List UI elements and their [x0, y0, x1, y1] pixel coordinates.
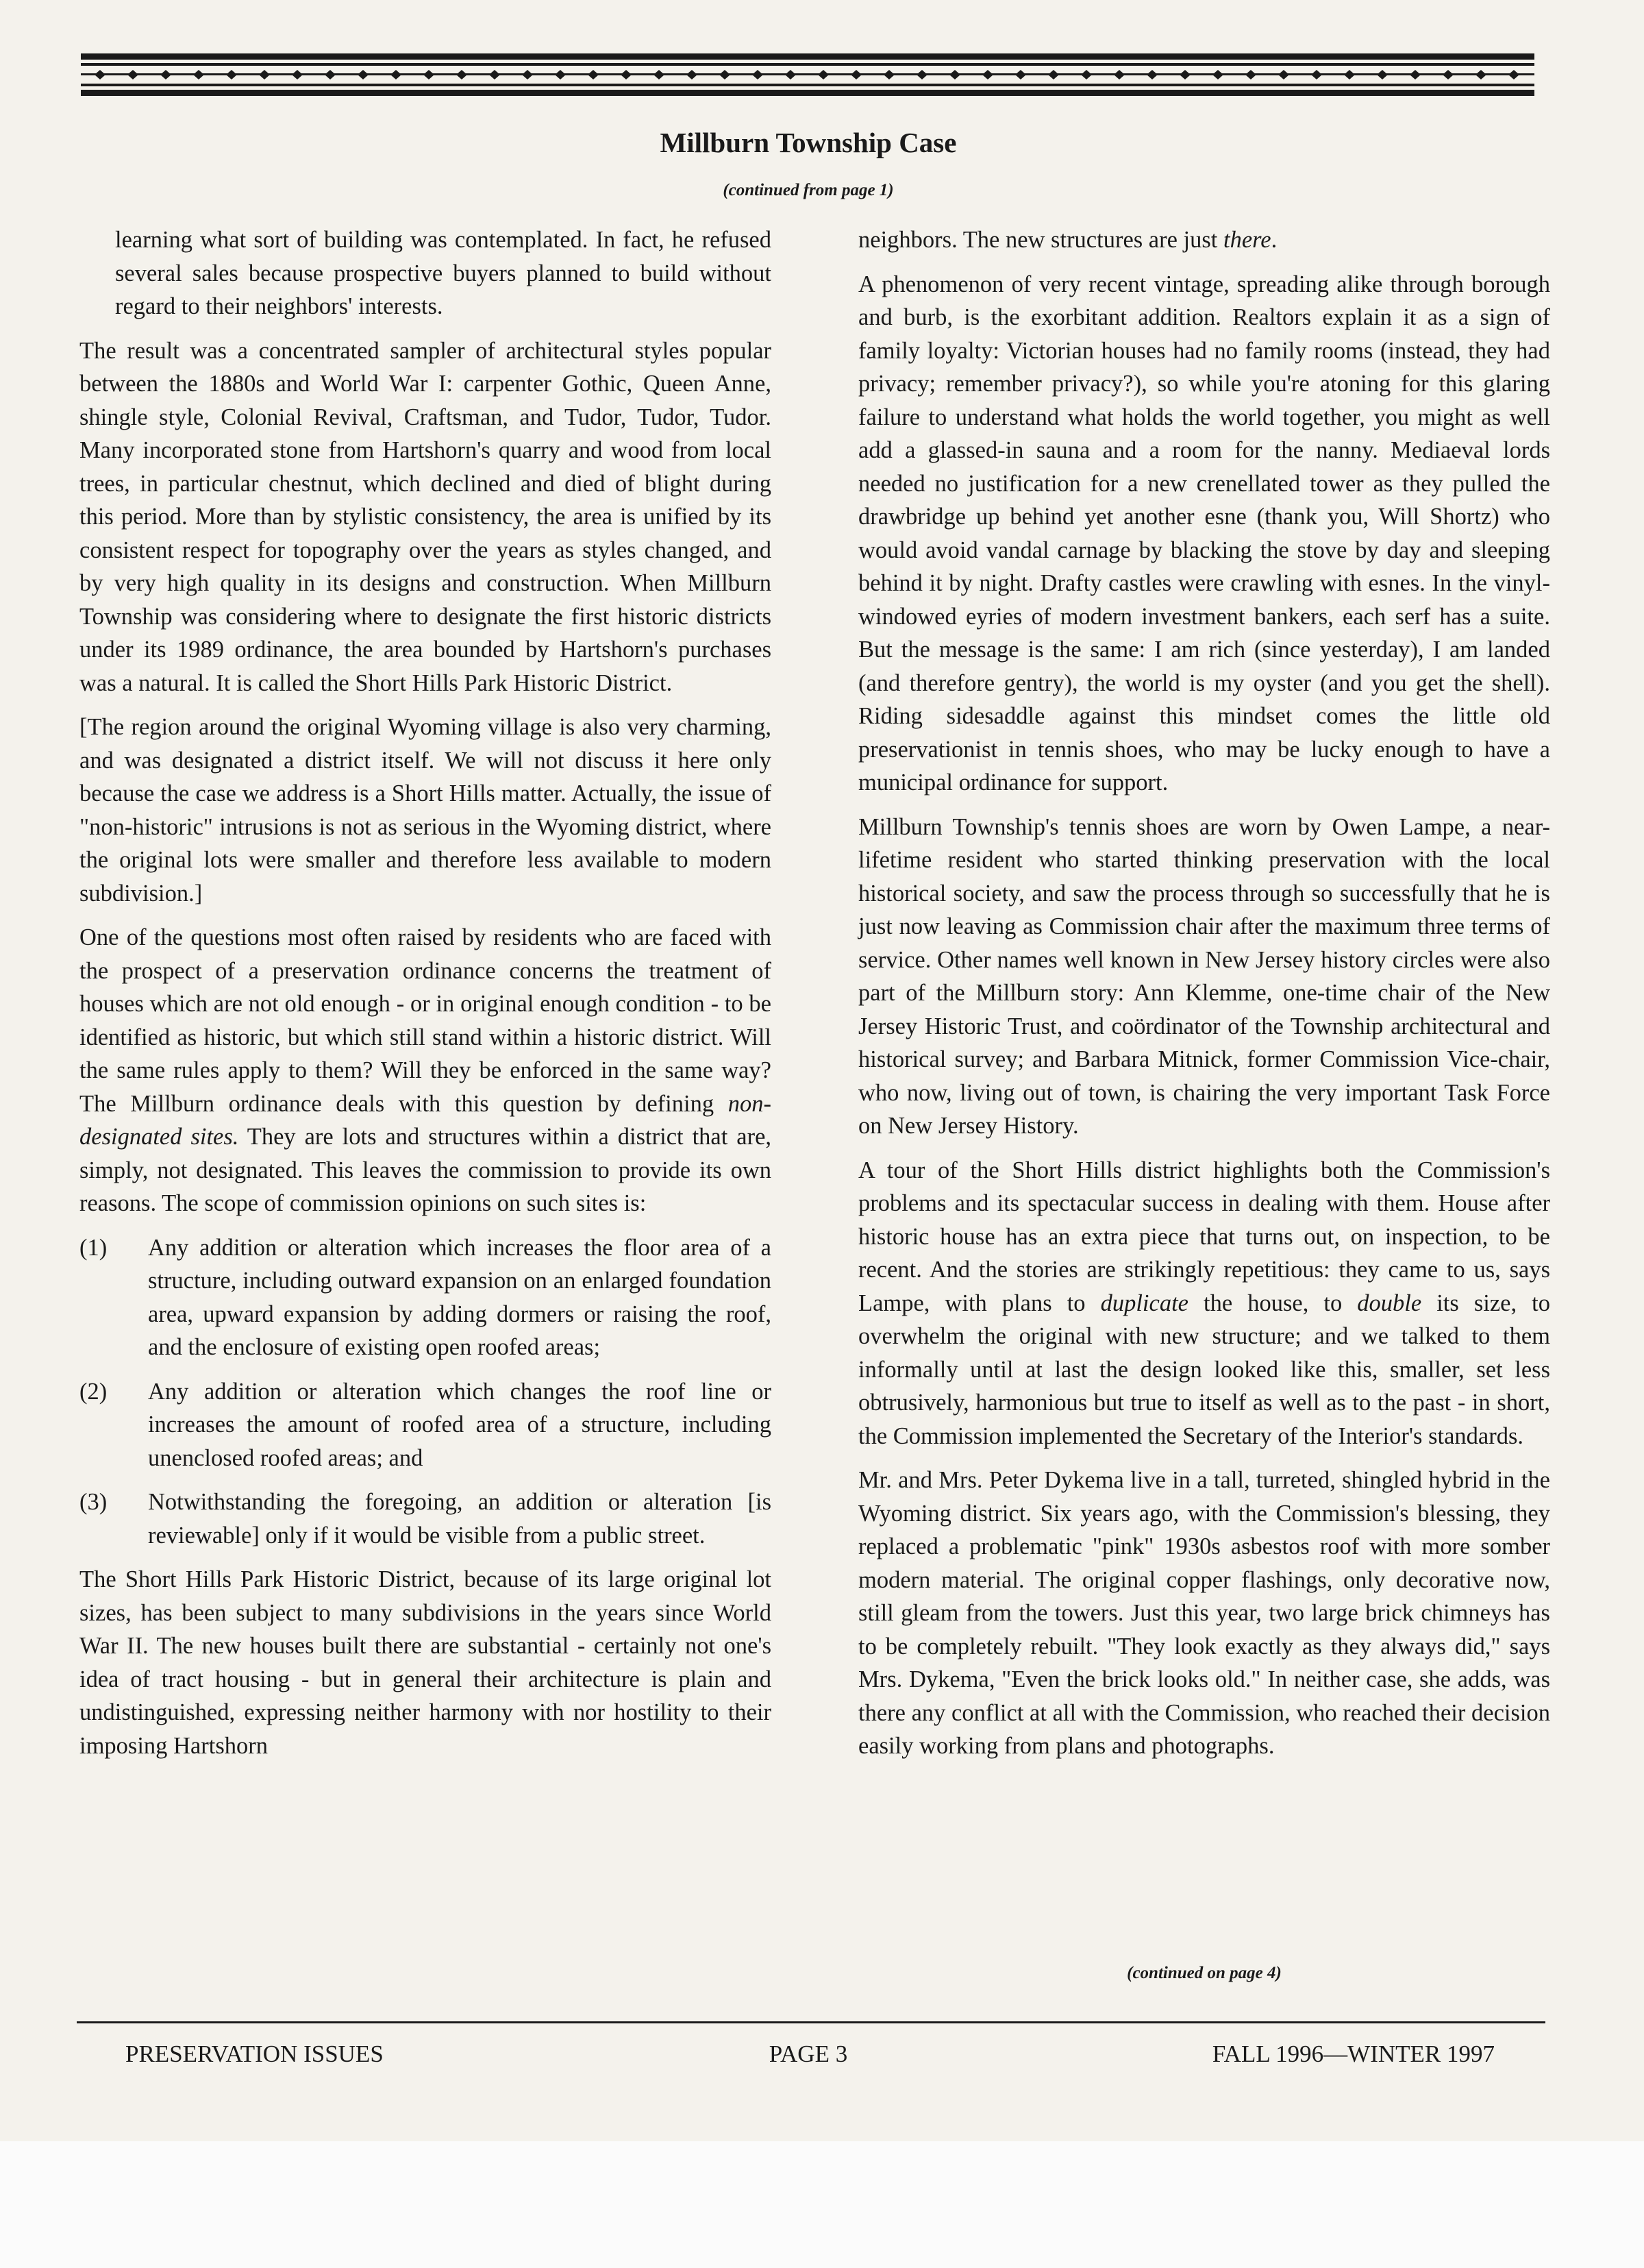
ornament-diamond — [917, 70, 927, 79]
ornament-diamond — [423, 70, 434, 79]
right-column — [858, 223, 1550, 1774]
ornament-diamond — [1311, 70, 1322, 79]
footer-publication: PRESERVATION ISSUES — [125, 2041, 384, 2067]
ornament-diamond — [292, 70, 303, 79]
paragraph: Mr. and Mrs. Peter Dykema live in a tall, turreted, shingled hybrid in the Wyoming district. Six years ago, with the Commission's blessing, they replaced a problematic "pink" 1930s asbestos roof with more somber modern material. The original copper flashings, only decorative now, still gleam from the towers. Just this year, two large brick chimneys has to be completely rebuilt. "They look exactly as they always did," says Mrs. Dykema, "Even the brick looks old." In neither case, she adds, was there any conflict at all with the Commission, who reached their decision easily working from plans and photographs. — [858, 1467, 1550, 1759]
ornament-diamond — [653, 70, 664, 79]
article-title: Millburn Township Case — [660, 127, 957, 158]
ornament-diamond — [851, 70, 862, 79]
ornament-diamond — [785, 70, 796, 79]
list-item — [79, 1375, 771, 1475]
footer-issue-date: FALL 1996—WINTER 1997 — [1212, 2041, 1495, 2067]
scan-margin — [0, 2141, 1644, 2268]
paragraph: A phenomenon of very recent vintage, spreading alike through borough and burb, is the exorbitant addition. Realtors explain it as a sign of family loyalty: Victorian houses had no family rooms (instead, they had privacy; remember privacy?), so while you're atoning for this glaring failure to understand what holds the world together, you might as well add a glassed-in sauna and a room for the nanny. Mediaeval lords needed no justification for a new crenellated tower as they pulled the drawbridge up behind yet another esne (thank you, Will Shortz) who would avoid vandal carnage by blacking the stove by day and sleeping behind it by night. Drafty castles were crawling with esnes. In the vinyl-windowed eyries of modern investment bankers, each serf has a suite. But the message is the same: I am rich (since yesterday), I am landed (and therefore gentry), the world is my oyster (and you get the shell). Riding sidesaddle against this mindset comes the little old preservationist in tennis shoes, who may be lucky enough to have a municipal ordinance for support. — [858, 271, 1550, 796]
list-text: Any addition or alteration which increases the floor area of a structure, including outward expansion on an enlarged foundation area, upward expansion by adding dormers or raising the roof, and the enclosure of existing open roofed areas; — [148, 1234, 771, 1360]
ornament-diamond — [456, 70, 467, 79]
ornament-diamond — [160, 70, 171, 79]
footer-page-number: PAGE 3 — [769, 2041, 848, 2067]
ornament-diamond — [752, 70, 763, 79]
ornament-diamond — [193, 70, 204, 79]
paragraph: The result was a concentrated sampler of architectural styles popular between the 1880s and World War I: carpenter Gothic, Queen Anne, shingle style, Colonial Revival, Craftsman, and Tudor, Tudor, Tudor. Many incorporated stone from Hartshorn's quarry and wood from local trees, in particular chestnut, which declined and died of blight during this period. More than by stylistic consistency, the area is unified by its consistent respect for topography over the years as styles changed, and by very high quality in its designs and construction. When Millburn Township was considering where to designate the first historic districts under its 1989 ordinance, the area bounded by Hartshorn's purchases was a natural. It is called the Short Hills Park Historic District. — [79, 337, 771, 696]
ornament-diamond — [1048, 70, 1059, 79]
ornament-diamond — [390, 70, 401, 79]
ornament-diamond — [226, 70, 237, 79]
list-number: (1) — [79, 1234, 108, 1261]
list-number: (2) — [79, 1378, 108, 1405]
ornament-diamond — [1475, 70, 1486, 79]
ornament-diamond — [621, 70, 632, 79]
ornament-diamond — [1508, 70, 1519, 79]
ornament-diamond — [522, 70, 533, 79]
ornament-diamond — [1245, 70, 1256, 79]
ornament-diamond — [1278, 70, 1289, 79]
ornament-diamond — [1015, 70, 1026, 79]
paragraph: neighbors. The new structures are just there. — [858, 227, 1278, 253]
ornament-diamond — [127, 70, 138, 79]
list-item — [79, 1231, 771, 1364]
ornament-diamond — [1377, 70, 1388, 79]
ornament-diamond — [1212, 70, 1223, 79]
ornament-diamond — [686, 70, 697, 79]
ornament-diamond — [982, 70, 993, 79]
ornament-diamond — [1147, 70, 1158, 79]
ornament-diamond — [588, 70, 599, 79]
ornament-diamond — [1114, 70, 1125, 79]
decorative-header-rule — [81, 53, 1534, 96]
ornament-diamond — [259, 70, 270, 79]
ornament-diamond — [1081, 70, 1092, 79]
list-text: Notwithstanding the foregoing, an addition or alteration [is reviewable] only if it would be visible from a public street. — [148, 1489, 771, 1549]
ornament-diamond — [325, 70, 336, 79]
paragraph: learning what sort of building was contemplated. In fact, he refused several sales because prospective buyers planned to build without regard to their neighbors' interests. — [115, 227, 771, 319]
ornament-diamond — [1180, 70, 1191, 79]
ornament-diamond — [1344, 70, 1355, 79]
left-column — [79, 223, 771, 1773]
paragraph: Millburn Township's tennis shoes are worn by Owen Lampe, a near-lifetime resident who started thinking preservation with the local historical society, and saw the process through so successfully that he is just now leaving as Commission chair after the maximum three terms of service. Other names well known in New Jersey history circles were also part of the Millburn story: Ann Klemme, one-time chair of the New Jersey Historic Trust, and coördinator of the Township architectural and historical survey; and Barbara Mitnick, former Commission Vice-chair, who now, living out of town, is chairing the very important Task Force on New Jersey History. — [858, 813, 1550, 1139]
paragraph: [The region around the original Wyoming village is also very charming, and was designated a district itself. We will not discuss it here only because the case we address is a Short Hills matter. Actually, the issue of "non-historic" intrusions is not as serious in the Wyoming district, where the original lots were smaller and therefore less available to modern subdivision.] — [79, 714, 771, 907]
list-item — [79, 1486, 771, 1552]
paragraph: The Short Hills Park Historic District, because of its large original lot sizes, has been subject to many subdivisions in the years since World War II. The new houses built there are substantial - certainly not one's idea of tract housing - but in general their architecture is plain and undistinguished, expressing neither harmony with nor hostility to their imposing Hartshorn — [79, 1566, 771, 1759]
footer-rule — [77, 2021, 1545, 2023]
list-text: Any addition or alteration which changes the roof line or increases the amount of roofed area of a structure, including unenclosed roofed areas; and — [148, 1378, 771, 1471]
continued-on-note: (continued on page 4) — [1127, 1964, 1282, 1982]
ornament-diamond — [1443, 70, 1454, 79]
ornament-diamond — [719, 70, 730, 79]
paragraph: A tour of the Short Hills district highlights both the Commission's problems and its spectacular success in dealing with them. House after historic house has an extra piece that turns out, on inspection, to be recent. And the stories are strikingly repetitious: they came to us, says Lampe, with plans to duplicate the house, to double its size, to overwhelm the original with new structure; and we talked to them informally until at last the design looked like this, smaller, set less obtrusively, harmonious but true to itself as well as to the past - in short, the Commission implemented the Secretary of the Interior's standards. — [858, 1157, 1550, 1449]
ornament-diamond — [818, 70, 829, 79]
paragraph: One of the questions most often raised by residents who are faced with the prospect of a preservation ordinance concerns the treatment of houses which are not old enough - or in original enough condition - to be identified as historic, but which still stand within a historic district. Will the same rules apply to them? Will they be enforced in the same way? The Millburn ordinance deals with this question by defining non-designated sites. They are lots and structures within a district that are, simply, not designated. This leaves the commission to provide its own reasons. The scope of commission opinions on such sites is: — [79, 924, 772, 1216]
ornament-diamond — [884, 70, 895, 79]
ornament-diamond — [1410, 70, 1421, 79]
list-number: (3) — [79, 1489, 108, 1515]
continued-from-note: (continued from page 1) — [723, 181, 894, 199]
ornament-diamond — [489, 70, 500, 79]
ornament-diamond — [358, 70, 369, 79]
ornament-diamond — [555, 70, 566, 79]
ornament-diamond — [949, 70, 960, 79]
ornament-diamond — [95, 70, 105, 79]
